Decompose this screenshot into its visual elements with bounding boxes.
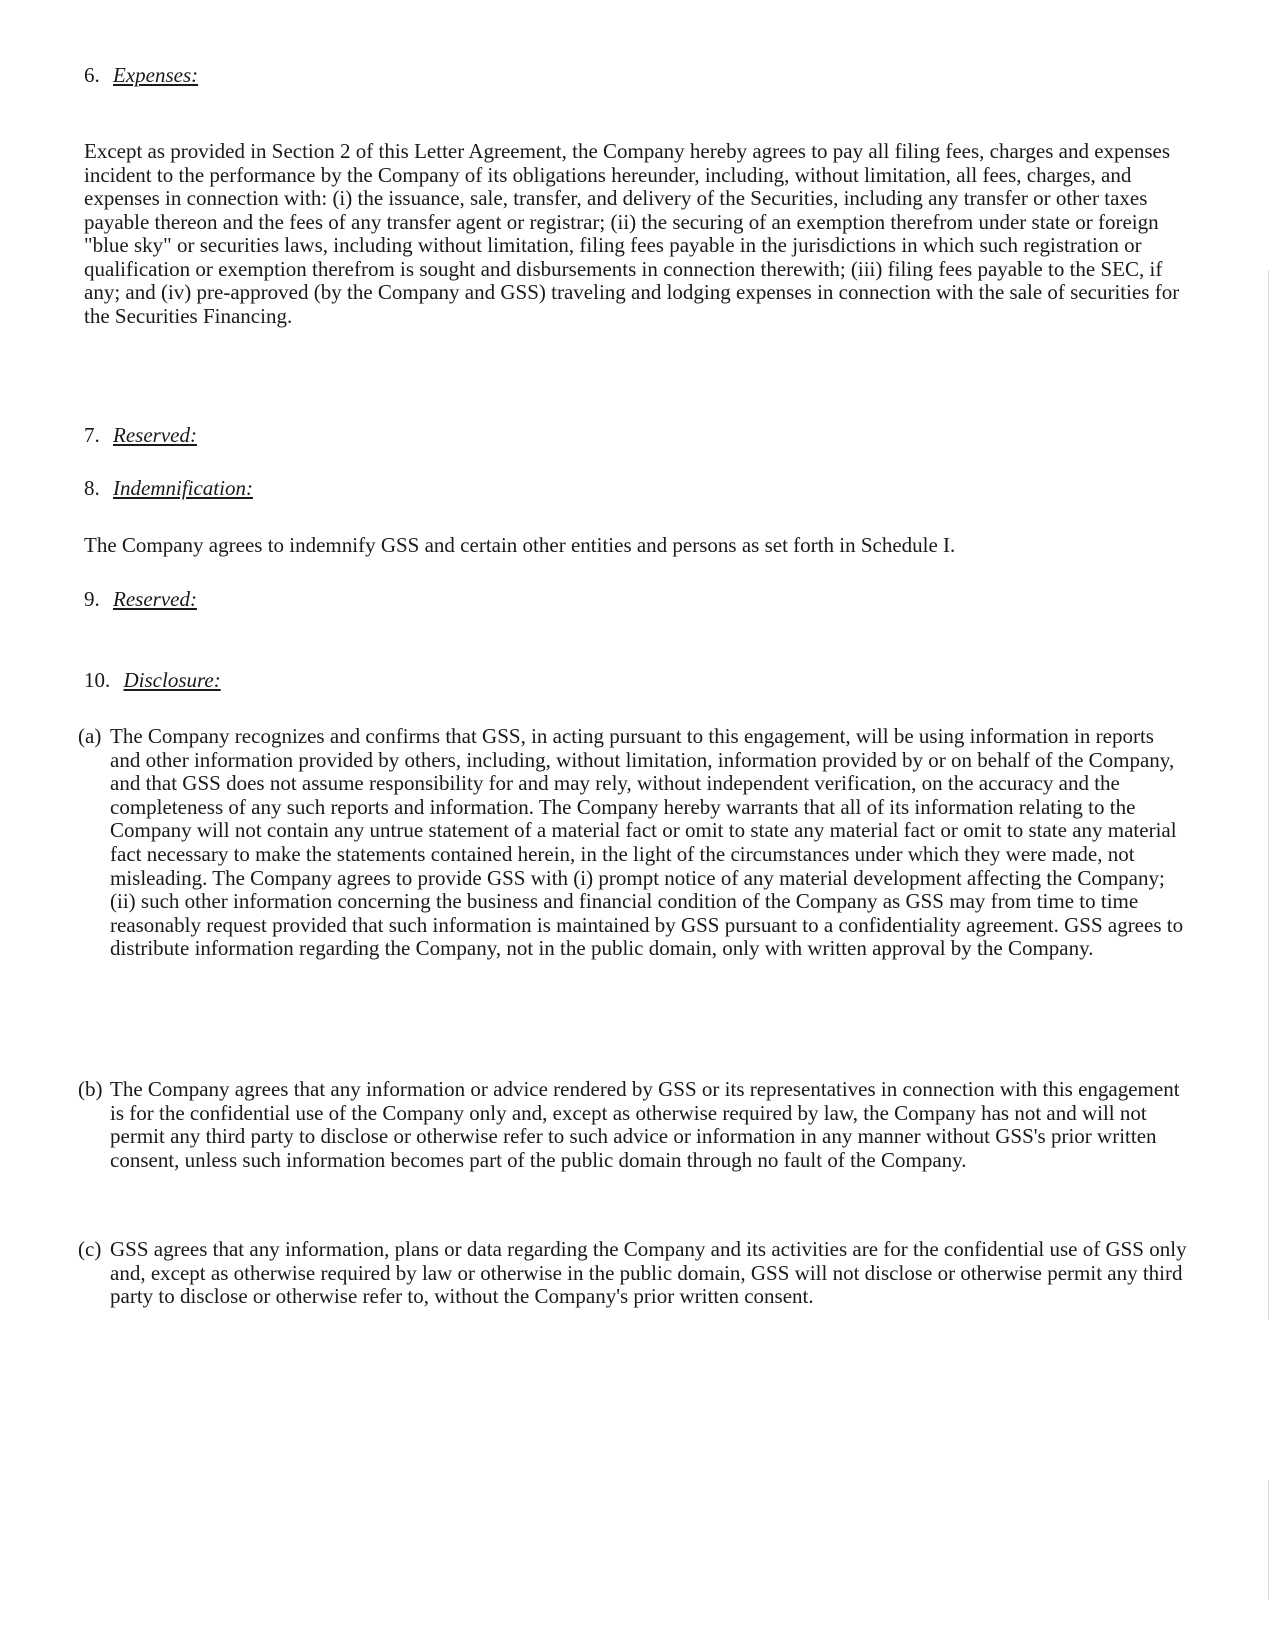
- disclosure-item-c-marker: (c): [78, 1237, 102, 1261]
- section-6-number: 6.: [84, 63, 100, 87]
- section-10-heading: [84, 667, 221, 693]
- section-7-number: 7.: [84, 423, 100, 447]
- disclosure-item-b-text: The Company agrees that any information or advice rendered by GSS or its representatives in connection with this engagement is for the confidential use of the Company only and, except as otherwise required by law, the Company has not and will not permit any third party to disclose or otherwise refer to such advice or information in any manner without GSS's prior written consent, unless such information becomes part of the public domain through no fault of the Company.: [110, 1077, 1180, 1172]
- disclosure-item-b-marker: (b): [78, 1077, 103, 1101]
- section-9-heading: [84, 586, 197, 612]
- section-8-body: The Company agrees to indemnify GSS and certain other entities and persons as set forth in Schedule I.: [84, 533, 956, 557]
- section-10-title: Disclosure:: [123, 668, 221, 692]
- scan-edge-mark-lower: [1268, 1480, 1269, 1600]
- section-7-heading: [84, 422, 197, 448]
- scan-edge-mark: [1268, 270, 1269, 1320]
- section-6-heading: [84, 62, 198, 88]
- section-8-title: Indemnification:: [113, 476, 253, 500]
- section-9-number: 9.: [84, 587, 100, 611]
- section-6-title: Expenses:: [113, 63, 199, 87]
- disclosure-item-c-text: GSS agrees that any information, plans or data regarding the Company and its activities are for the confidential use of GSS only and, except as otherwise required by law or otherwise in the public domain, GSS will not disclose or otherwise permit any third party to disclose or otherwise refer to, without the Company's prior written consent.: [110, 1237, 1187, 1309]
- disclosure-item-a-text: The Company recognizes and confirms that GSS, in acting pursuant to this engagement, will be using information in reports and other information provided by others, including, without limitation, information provided by or on behalf of the Company, and that GSS does not assume responsibility for and may rely, without independent verification, on the accuracy and the completeness of any such reports and information. The Company hereby warrants that all of its information relating to the Company will not contain any untrue statement of a material fact or omit to state any material fact or omit to state any material fact necessary to make the statements contained herein, in the light of the circumstances under which they were made, not misleading. The Company agrees to provide GSS with (i) prompt notice of any material development affecting the Company; (ii) such other information concerning the business and financial condition of the Company as GSS may from time to time reasonably request provided that such information is maintained by GSS pursuant to a confidentiality agreement. GSS agrees to distribute information regarding the Company, not in the public domain, only with written approval by the Company.: [110, 724, 1184, 961]
- section-8-heading: [84, 475, 253, 501]
- disclosure-item-a: [78, 725, 1188, 961]
- section-6-body: Except as provided in Section 2 of this Letter Agreement, the Company hereby agrees to pay all filing fees, charges and expenses incident to the performance by the Company of its obligations hereunder, including, without limitation, all fees, charges, and expenses in connection with: (i) the issuance, sale, transfer, and delivery of the Securities, including any transfer or other taxes payable thereon and the fees of any transfer agent or registrar; (ii) the securing of an exemption therefrom under state or foreign "blue sky" or securities laws, including without limitation, filing fees payable in the jurisdictions in which such registration or qualification or exemption therefrom is sought and disbursements in connection therewith; (iii) filing fees payable to the SEC, if any; and (iv) pre-approved (by the Company and GSS) traveling and lodging expenses in connection with the sale of securities for the Securities Financing.: [84, 139, 1180, 328]
- section-7-title: Reserved:: [113, 423, 197, 447]
- disclosure-item-a-marker: (a): [78, 724, 102, 748]
- disclosure-item-c: [78, 1238, 1188, 1309]
- disclosure-item-b: [78, 1078, 1188, 1172]
- section-10-number: 10.: [84, 668, 111, 692]
- section-9-title: Reserved:: [113, 587, 197, 611]
- section-8-number: 8.: [84, 476, 100, 500]
